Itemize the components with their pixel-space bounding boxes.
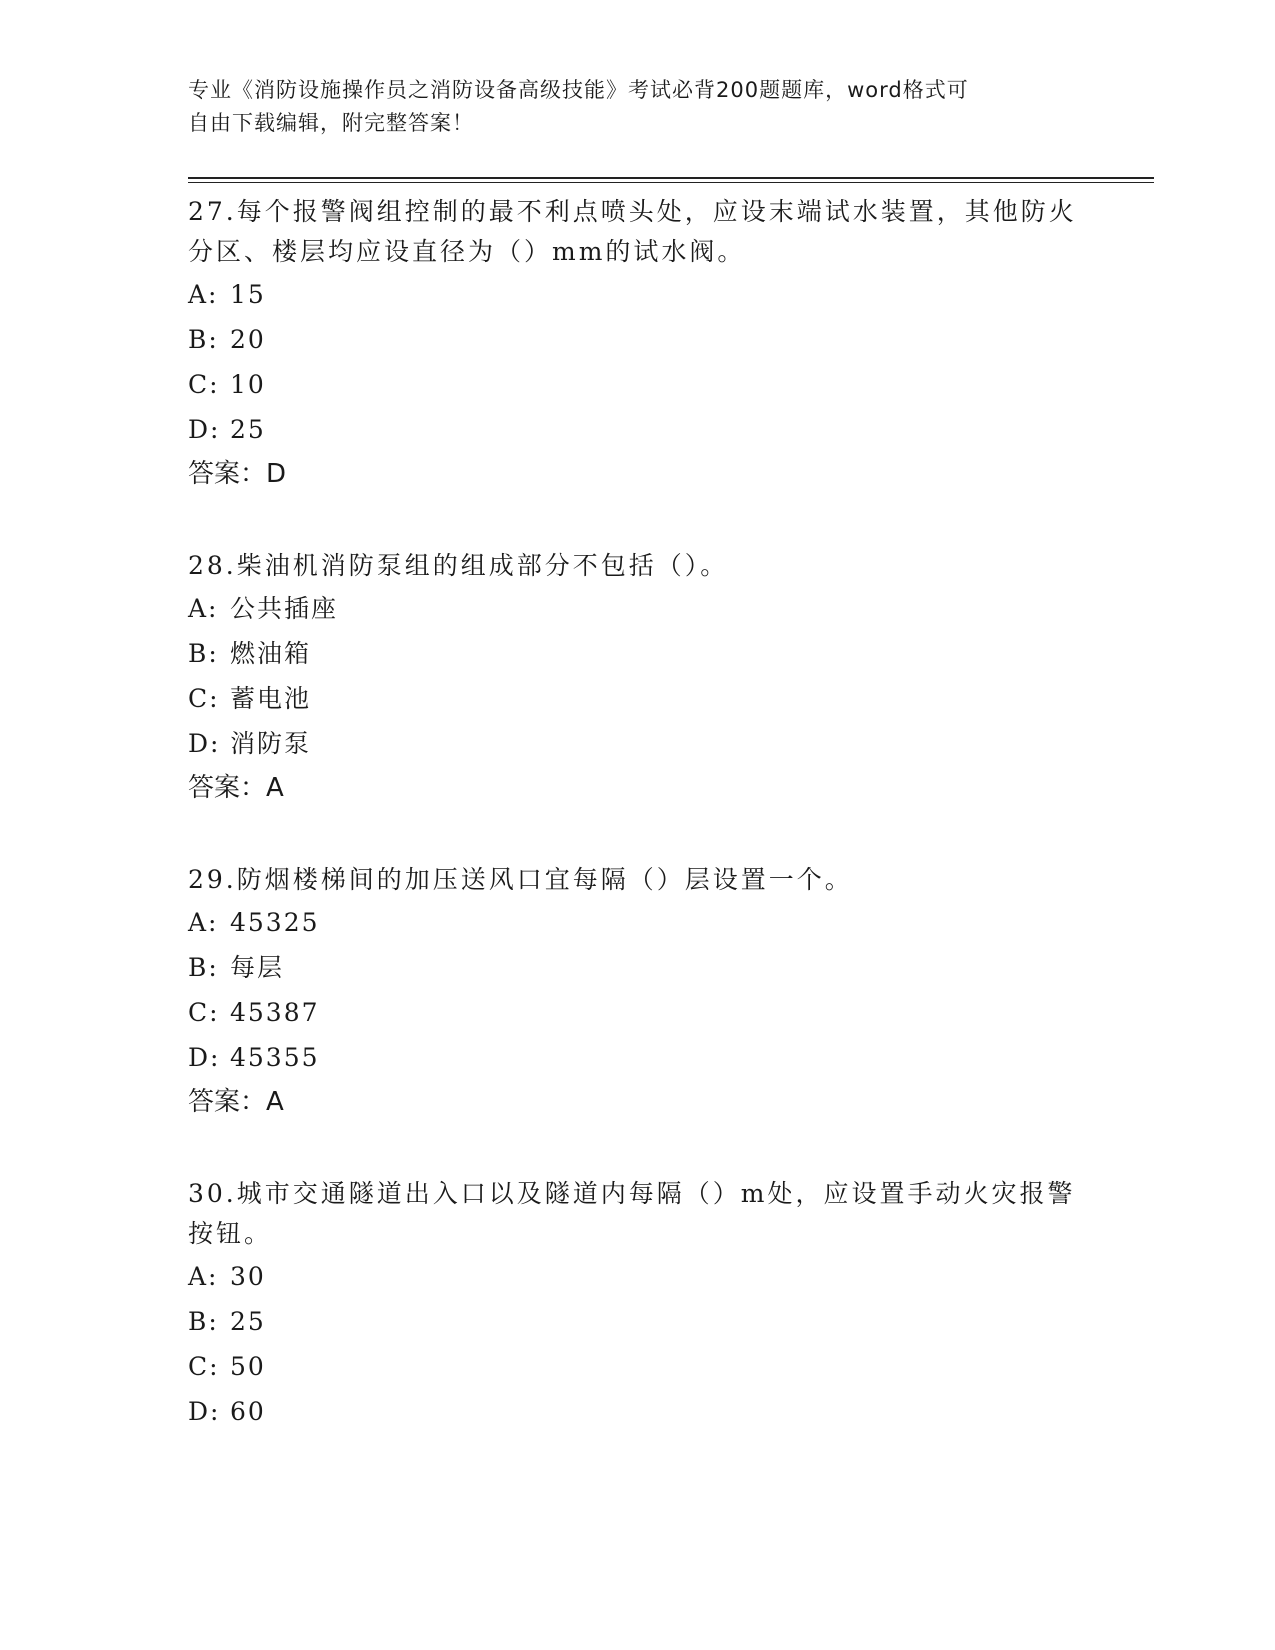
option-value: 45355 <box>230 1043 320 1072</box>
option-b <box>188 317 1088 362</box>
option-d <box>188 407 1088 452</box>
option-value: 45387 <box>230 998 320 1027</box>
option-letter: D: <box>188 1397 221 1426</box>
question-29 <box>188 858 1088 1125</box>
option-value: 50 <box>230 1352 266 1381</box>
option-a <box>188 1254 1088 1299</box>
answer-line: 答案：D <box>188 459 287 489</box>
option-letter: D: <box>188 729 221 758</box>
option-value: 蓄电池 <box>230 684 312 713</box>
option-d <box>188 721 1088 766</box>
question-text: 29.防烟楼梯间的加压送风口宜每隔（）层设置一个。 <box>188 865 853 894</box>
question-30 <box>188 1172 1088 1434</box>
option-letter: B: <box>188 325 219 354</box>
header-line-1: 专业《消防设施操作员之消防设备高级技能》考试必背200题题库，word格式可 <box>188 78 969 102</box>
option-value: 每层 <box>230 953 285 982</box>
option-c <box>188 1344 1088 1389</box>
answer-line: 答案：A <box>188 1087 284 1117</box>
option-value: 25 <box>230 1307 266 1336</box>
option-letter: D: <box>188 1043 221 1072</box>
option-value: 20 <box>230 325 266 354</box>
option-letter: C: <box>188 998 220 1027</box>
option-letter: A: <box>188 594 219 623</box>
option-letter: B: <box>188 1307 219 1336</box>
option-a <box>188 272 1088 317</box>
option-letter: A: <box>188 1262 219 1291</box>
option-letter: B: <box>188 639 219 668</box>
option-a <box>188 586 1088 631</box>
option-value: 15 <box>230 280 266 309</box>
question-28 <box>188 544 1088 811</box>
header-rule-thick <box>188 177 1154 179</box>
answer-line: 答案：A <box>188 773 284 803</box>
option-letter: C: <box>188 370 220 399</box>
option-d <box>188 1389 1088 1434</box>
question-27 <box>188 190 1088 497</box>
header-line-2: 自由下载编辑，附完整答案！ <box>188 111 474 135</box>
option-b <box>188 945 1088 990</box>
option-value: 60 <box>230 1397 266 1426</box>
option-c <box>188 676 1088 721</box>
option-value: 25 <box>230 415 266 444</box>
option-letter: D: <box>188 415 221 444</box>
option-value: 公共插座 <box>230 594 339 623</box>
question-text: 30.城市交通隧道出入口以及隧道内每隔（）m处，应设置手动火灾报警按钮。 <box>188 1179 1076 1248</box>
option-value: 10 <box>230 370 266 399</box>
option-letter: C: <box>188 1352 220 1381</box>
header-rule-thin <box>188 182 1154 183</box>
option-letter: A: <box>188 280 219 309</box>
option-b <box>188 1299 1088 1344</box>
option-b <box>188 631 1088 676</box>
option-letter: A: <box>188 908 219 937</box>
option-letter: B: <box>188 953 219 982</box>
option-value: 消防泵 <box>230 729 312 758</box>
document-header <box>188 74 1068 140</box>
question-text: 27.每个报警阀组控制的最不利点喷头处，应设末端试水装置，其他防火分区、楼层均应设直径为（）mm的试水阀。 <box>188 197 1077 266</box>
option-value: 45325 <box>230 908 320 937</box>
option-c <box>188 362 1088 407</box>
question-list <box>188 190 1088 1481</box>
option-c <box>188 990 1088 1035</box>
question-text: 28.柴油机消防泵组的组成部分不包括（）。 <box>188 551 729 580</box>
option-value: 燃油箱 <box>230 639 312 668</box>
option-d <box>188 1035 1088 1080</box>
option-a <box>188 900 1088 945</box>
option-value: 30 <box>230 1262 266 1291</box>
option-letter: C: <box>188 684 220 713</box>
